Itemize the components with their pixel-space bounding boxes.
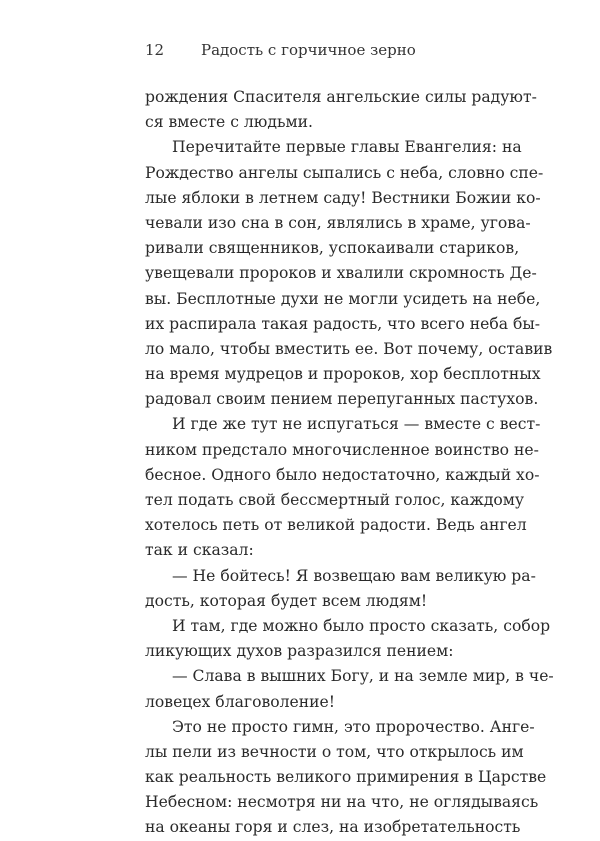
text-line: ником предстало многочисленное воинство не- [145,440,539,459]
text-line: Это не просто гимн, это пророчество. Анге- [172,717,535,736]
text-line: на океаны горя и слез, на изобретательность [145,818,521,837]
text-line: рождения Спасителя ангельские силы радуют- [145,88,537,106]
text-line: радовал своим пением перепуганных пастухов. [145,390,539,409]
text-line: увещевали пророков и хвалили скромность Де- [145,264,537,283]
text-line: на время мудрецов и пророков, хор бесплотных [145,365,541,384]
running-header [145,41,416,59]
text-line: вы. Бесплотные духи не могли усидеть на небе, [145,289,541,308]
text-line: как реальность великого примирения в Царстве [145,768,547,787]
text-line: ло мало, чтобы вместить ее. Вот почему, оставив [145,339,553,358]
text-line: дость, которая будет всем людям! [145,591,428,610]
text-line: так и сказал: [145,541,254,560]
text-line: ликующих духов разразился пением: [145,642,454,661]
text-line: хотелось петь от великой радости. Ведь ангел [145,516,527,535]
running-title: Радость с горчичное зерно [201,41,416,59]
text-line: бесное. Одного было недостаточно, каждый хо- [145,465,540,484]
text-line: лые яблоки в летнем саду! Вестники Божии ко- [145,188,541,207]
text-line: — Не бойтесь! Я возвещаю вам великую ра- [172,566,536,585]
text-line: Рождество ангелы сыпались с неба, словно спе- [145,163,544,182]
text-line: их распирала такая радость, что всего неба бы- [145,314,541,333]
text-line: — Слава в вышних Богу, и на земле мир, в че- [172,667,554,686]
body-text [145,85,554,841]
text-line: тел подать свой бессмертный голос, каждому [145,491,525,509]
text-line: И где же тут не испугаться — вместе с вест- [172,415,541,434]
text-line: ся вместе с людьми. [145,113,313,132]
text-line: ловецех благоволение! [145,692,336,711]
text-line: Небесном: несмотря ни на что, не оглядываясь [145,793,539,812]
text-line: Перечитайте первые главы Евангелия: на [172,138,522,157]
text-line: ривали священников, успокаивали стариков, [145,239,520,258]
page-number: 12 [145,41,165,59]
text-line: И там, где можно было просто сказать, собор [172,616,551,635]
text-line: лы пели из вечности о том, что открылось им [145,742,524,761]
text-line: чевали изо сна в сон, являлись в храме, угова- [145,213,531,232]
